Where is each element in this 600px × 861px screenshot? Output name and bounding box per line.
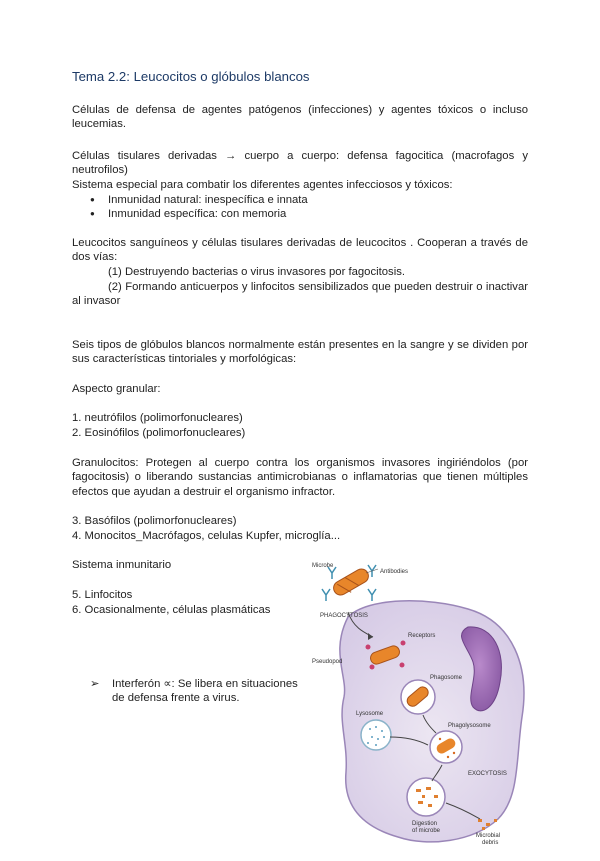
label-pseudopod: Pseudopod — [312, 659, 343, 665]
paragraph-vias: Leucocitos sanguíneos y células tisulares derivadas de leucocitos . Cooperan a través de dos vías: — [72, 237, 528, 264]
list-item: 4. Monocitos_Macrófagos, celulas Kupfer, microglía... — [72, 530, 341, 542]
label-digestion: Digestion — [412, 821, 438, 827]
list-item: 2. Eosinófilos (polimorfonucleares) — [72, 427, 246, 439]
list-item: ● Inmunidad específica: con memoria — [72, 207, 528, 221]
list-item: 3. Basófilos (polimorfonucleares) — [72, 515, 237, 527]
paragraph-granulocitos: Granulocitos: Protegen al cuerpo contra los organismos invasores ingiriéndolos (por fagocitosis) o liberando sustancias antimicrobianas o inflamatorias que tienen múltiples efectos que ayudan a destruir el organismo infractor. — [72, 457, 528, 498]
via-2: (2) Formando anticuerpos y linfocitos sensibilizados que pueden destruir o inactivar al invasor — [72, 281, 528, 308]
list-item: 6. Ocasionalmente, células plasmáticas — [72, 604, 271, 616]
interferon-item — [90, 677, 310, 706]
label-microbial-debris: Microbial — [476, 833, 501, 839]
label-exocytosis: EXOCYTOSIS — [468, 771, 507, 777]
label-microbial-debris-2: debris — [482, 840, 499, 846]
aspecto-granular: Aspecto granular: — [72, 383, 161, 395]
label-phagosome: Phagosome — [430, 675, 463, 681]
label-digestion-2: of microbe — [412, 828, 441, 834]
sistema-inmunitario: Sistema inmunitario — [72, 559, 172, 571]
digestion-icon — [407, 778, 445, 816]
arrow-bullet-icon: ➢ — [90, 678, 100, 690]
label-microbe: Microbe — [312, 563, 334, 569]
label-phagolysosome: Phagolysosome — [448, 723, 491, 729]
interferon-text: Interferón ∝: Se libera en situaciones de defensa frente a virus. — [112, 678, 298, 705]
label-antibodies: Antibodies — [380, 569, 409, 575]
paragraph-definition: Células de defensa de agentes patógenos (infecciones) y agentes tóxicos o incluso leucemias. — [72, 104, 528, 131]
list-item: 1. neutrófilos (polimorfonucleares) — [72, 412, 243, 424]
via-1: (1) Destruyendo bacterias o virus invasores por fagocitosis. — [108, 266, 405, 278]
paragraph-tisulares: Células tisulares derivadas → cuerpo a cuerpo: defensa fagocitica (macrofagos y neutrofilos) — [72, 150, 528, 177]
immunity-list — [72, 193, 528, 222]
label-phagocytosis: PHAGOCYTOSIS — [320, 613, 368, 619]
label-lysosome: Lysosome — [356, 711, 384, 717]
paragraph-seis-tipos: Seis tipos de glóbulos blancos normalmente están presentes en la sangre y se dividen por sus características tintoriales y morfológicas: — [72, 339, 528, 366]
label-receptors: Receptors — [408, 633, 436, 639]
phagocytosis-diagram — [308, 557, 534, 857]
list-item: 5. Linfocitos — [72, 589, 133, 601]
microbe-icon — [331, 566, 371, 597]
paragraph-sistema-especial: Sistema especial para combatir los diferentes agentes infecciosos y tóxicos: — [72, 179, 453, 191]
page-title: Tema 2.2: Leucocitos o glóbulos blancos — [72, 69, 310, 84]
list-item: ● Inmunidad natural: inespecífica e innata — [72, 193, 528, 207]
